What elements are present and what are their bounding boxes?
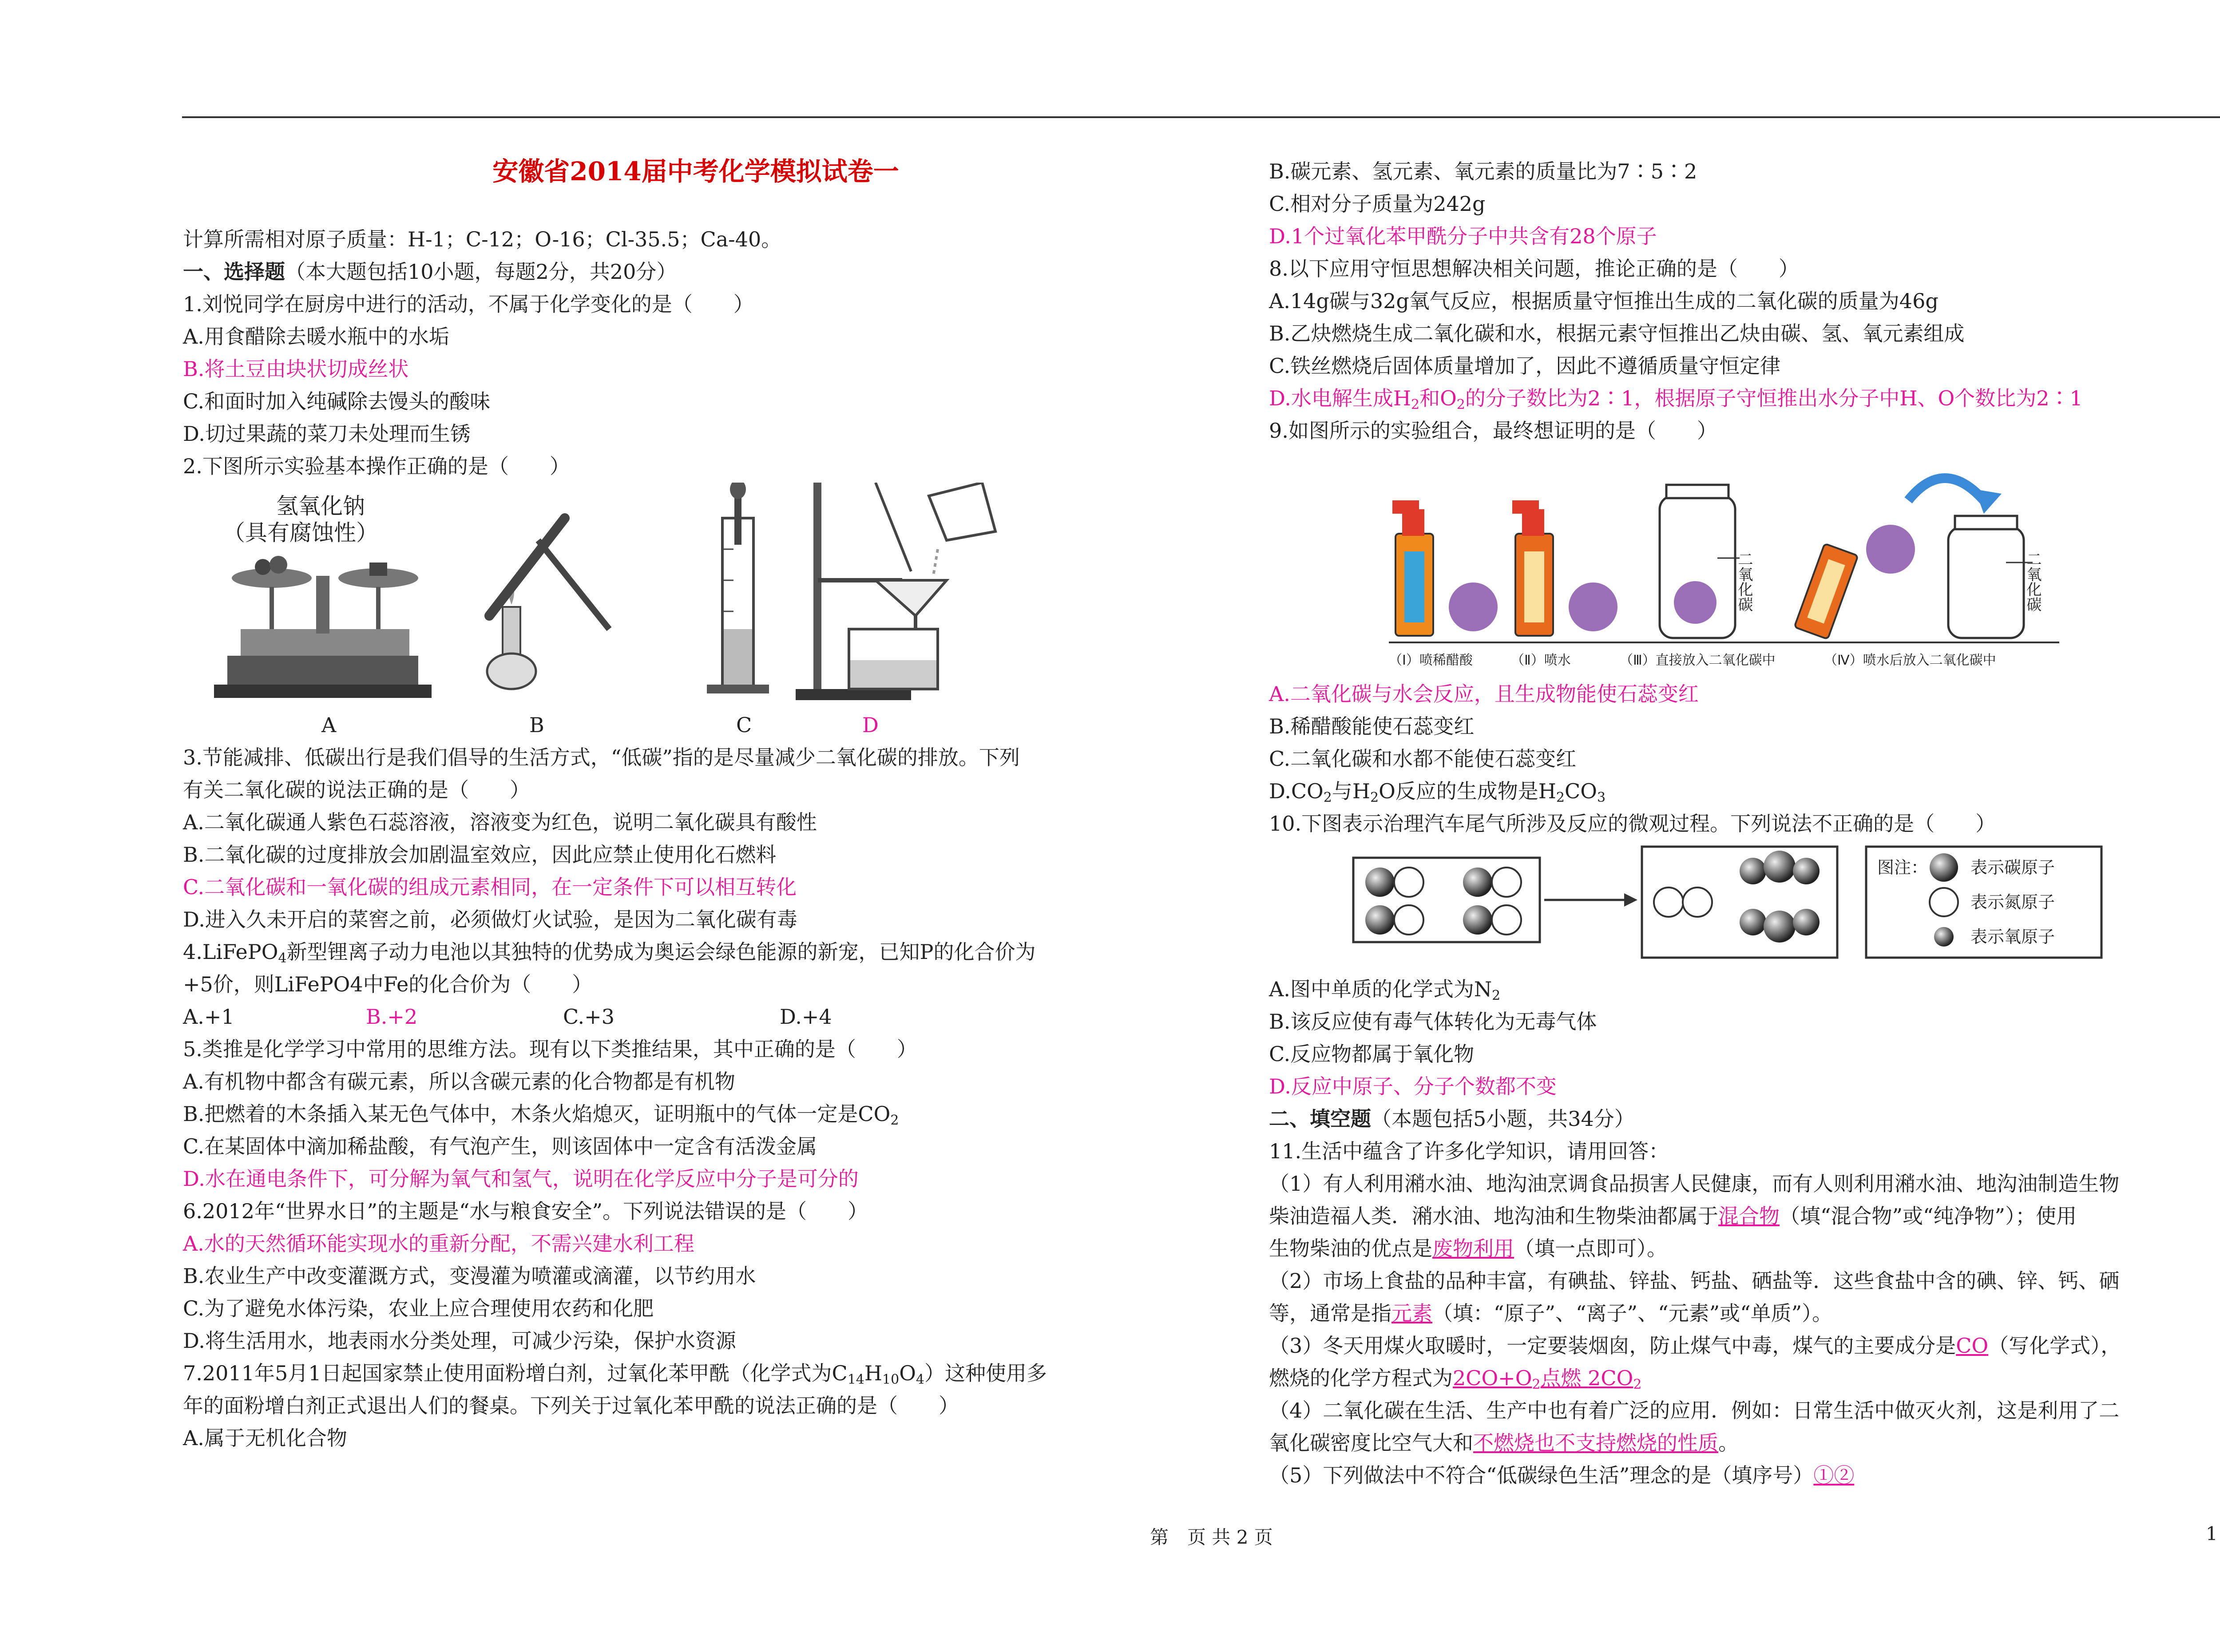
q5-option-c: C.在某固体中滴加稀盐酸，有气泡产生，则该固体中一定含有活泼金属 xyxy=(183,1134,817,1158)
legend-nitrogen: 表示氮原子 xyxy=(1970,892,2055,912)
q7-option-a: A.属于无机化合物 xyxy=(183,1426,347,1450)
page-title: 安徽省2014届中考化学模拟试卷一 xyxy=(492,156,899,186)
caption-2: （Ⅱ）喷水 xyxy=(1511,653,1571,668)
q9-option-d: $D.CO_2$与$H_2O$反应的生成物是$H_2CO_3$ xyxy=(1269,779,1606,805)
q11-part4-line1: （4）二氧化碳在生活、生产中也有着广泛的应用．例如：日常生活中做灭火剂，这是利用了二 xyxy=(1269,1398,2120,1422)
litmus-flower-experiment xyxy=(1269,447,2220,678)
header-rule xyxy=(182,116,2220,118)
q6-stem: 6.2012年“世界水日”的主题是“水与粮食安全”。下列说法错误的是（ ） xyxy=(183,1199,868,1223)
q11-part2-line2: 等，通常是指元素（填：“原子”、“离子”、“元素”或“单质”）。 xyxy=(1269,1301,1833,1325)
spray-bottle-icon xyxy=(1392,500,1433,636)
spray-bottle-icon xyxy=(1794,543,1858,639)
q1-option-a: A.用食醋除去暖水瓶中的水垢 xyxy=(183,325,449,349)
q6-option-a: A.水的天然循环能实现水的重新分配，不需兴建水利工程 xyxy=(183,1232,694,1256)
q4-option-a: A.+1 xyxy=(183,1005,234,1029)
q10-stem: 10.下图表示治理汽车尾气所涉及反应的微观过程。下列说法不正确的是（ ） xyxy=(1269,812,1996,836)
q8-option-d: D.水电解生成$H_2$和$O_2$的分子数比为2∶1，根据原子守恒推出水分子中H、O个数比为2∶1 xyxy=(1269,386,2083,412)
q11-part3-line1: （3）冬天用煤火取暖时，一定要装烟囱，防止煤气中毒，煤气的主要成分是CO（写化学式）， xyxy=(1269,1334,2121,1358)
page-count-text: 第 页 共 2 页 xyxy=(1150,1526,1273,1548)
answer-blank: 元素 xyxy=(1391,1301,1432,1325)
q8-option-c: C.铁丝燃烧后固体质量增加了，因此不遵循质量守恒定律 xyxy=(1269,354,1781,378)
section2-header: 二、填空题（本题包括5小题，共34分） xyxy=(1269,1107,1635,1131)
q4-option-d: D.+4 xyxy=(780,1005,832,1029)
left-column xyxy=(183,155,1151,1454)
transfer-arrow-icon xyxy=(1908,478,1984,500)
q11-part2-line1: （2）市场上食盐的品种丰富，有碘盐、锌盐、钙盐、硒盐等．这些食盐中含的碘、锌、钙、硒 xyxy=(1269,1269,2120,1293)
section1-header: 一、选择题（本大题包括10小题，每题2分，共20分） xyxy=(183,260,677,284)
caption-4: （Ⅳ）喷水后放入二氧化碳中 xyxy=(1824,653,1996,668)
q5-option-b: B.把燃着的木条插入某无色气体中，木条火焰熄灭，证明瓶中的气体一定是$CO_2$ xyxy=(183,1102,899,1128)
q3-stem-cont: 有关二氧化碳的说法正确的是（ ） xyxy=(183,778,530,802)
q7-option-c: C.相对分子质量为242g xyxy=(1269,192,1486,216)
naoh-label: 氢氧化钠 xyxy=(276,493,365,519)
q4-options xyxy=(183,1001,1151,1033)
q4-stem: 4.LiFePO$_4$新型锂离子动力电池以其独特的优势成为奥运会绿色能源的新宠，已知P的化合价为 xyxy=(183,940,1036,966)
legend-oxygen: 表示氧原子 xyxy=(1970,927,2055,947)
corrosive-label: （具有腐蚀性） xyxy=(223,520,378,546)
answer-blank: 混合物 xyxy=(1718,1204,1780,1228)
q3-option-c: C.二氧化碳和一氧化碳的组成元素相同，在一定条件下可以相互转化 xyxy=(183,875,797,899)
co2-jar-label: 二氧化碳 xyxy=(1735,551,1753,612)
gas-jar-icon xyxy=(1948,516,2033,638)
q10-option-d: D.反应中原子、分子个数都不变 xyxy=(1269,1074,1557,1098)
gas-jar-icon xyxy=(1660,485,1740,638)
q10-option-c: C.反应物都属于氧化物 xyxy=(1269,1042,1475,1066)
q1-option-c: C.和面时加入纯碱除去馒头的酸味 xyxy=(183,389,491,413)
legend-title: 图注： xyxy=(1877,858,1928,877)
q9-option-a: A.二氧化碳与水会反应，且生成物能使石蕊变红 xyxy=(1269,682,1699,706)
q7-stem-cont: 年的面粉增白剂正式退出人们的餐桌。下列关于过氧化苯甲酰的说法正确的是（ ） xyxy=(183,1394,959,1418)
q5-option-d: D.水在通电条件下，可分解为氧气和氢气，说明在化学反应中分子是可分的 xyxy=(183,1167,859,1191)
answer-blank: $2CO+O_2$点燃 $2CO_2$ xyxy=(1453,1366,1642,1392)
q2-label-d: D xyxy=(862,713,879,737)
filtration-apparatus xyxy=(796,483,995,700)
flower-icon xyxy=(1449,582,1498,631)
q11-part1-line3: 生物柴油的优点是废物利用（填一点即可）。 xyxy=(1269,1236,1667,1260)
q10-option-b: B.该反应使有毒气体转化为无毒气体 xyxy=(1269,1010,1597,1034)
q11-stem: 11.生活中蕴含了许多化学知识，请用回答： xyxy=(1269,1139,1669,1163)
answer-blank: 废物利用 xyxy=(1432,1236,1514,1260)
q10-option-a: A.图中单质的化学式为$N_2$ xyxy=(1269,977,1501,1003)
legend-carbon: 表示碳原子 xyxy=(1970,858,2055,877)
caption-3: （Ⅲ）直接放入二氧化碳中 xyxy=(1620,653,1776,668)
q11-part1-line2: 柴油造福人类．潲水油、地沟油和生物柴油都属于混合物（填“混合物”或“纯净物”）；使用 xyxy=(1269,1204,2077,1228)
caption-1: （Ⅰ）喷稀醋酸 xyxy=(1389,653,1473,668)
q3-option-d: D.进入久未开启的菜窖之前，必须做灯火试验，是因为二氧化碳有毒 xyxy=(183,907,797,931)
q4-option-c: C.+3 xyxy=(563,1005,614,1029)
page-number: 1 xyxy=(2206,1523,2218,1545)
q8-option-a: A.14g碳与32g氧气反应，根据质量守恒推出生成的二氧化碳的质量为46g xyxy=(1269,289,1939,313)
q6-option-d: D.将生活用水，地表雨水分类处理，可减少污染，保护水资源 xyxy=(183,1329,736,1353)
q2-figure xyxy=(183,483,1151,709)
q2-label-b: B xyxy=(529,713,544,737)
q1-option-d: D.切过果蔬的菜刀未处理而生锈 xyxy=(183,422,471,446)
q3-stem: 3.节能减排、低碳出行是我们倡导的生活方式，“低碳”指的是尽量减少二氧化碳的排放。下列 xyxy=(183,745,1020,769)
q7-option-b: B.碳元素、氢元素、氧元素的质量比为7∶5∶2 xyxy=(1269,159,1697,183)
q1-option-b: B.将土豆由块状切成丝状 xyxy=(183,357,409,381)
q3-option-a: A.二氧化碳通人紫色石蕊溶液，溶液变为红色，说明二氧化碳具有酸性 xyxy=(183,810,817,834)
exhaust-reaction-diagram xyxy=(1269,840,2220,973)
answer-blank: CO xyxy=(1956,1334,1989,1358)
q9-option-c: C.二氧化碳和水都不能使石蕊变红 xyxy=(1269,747,1577,771)
answer-blank: 不燃烧也不支持燃烧的性质 xyxy=(1473,1431,1718,1455)
flower-icon xyxy=(1866,525,1915,574)
answer-blank: ①② xyxy=(1813,1463,1855,1487)
q3-option-b: B.二氧化碳的过度排放会加剧温室效应，因此应禁止使用化石燃料 xyxy=(183,843,777,867)
q7-stem: 7.2011年5月1日起国家禁止使用面粉增白剂，过氧化苯甲酰（化学式为$C_{14}H_{10}O_4$）这种使用多 xyxy=(183,1361,1047,1387)
flower-icon xyxy=(1569,582,1617,631)
q4-option-b: B.+2 xyxy=(366,1005,418,1029)
measuring-cylinder xyxy=(707,483,769,693)
q10-figure xyxy=(1269,840,2220,973)
q1-stem: 1.刘悦同学在厨房中进行的活动，不属于化学变化的是（ ） xyxy=(183,292,754,316)
q5-stem: 5.类推是化学学习中常用的思维方法。现有以下类推结果，其中正确的是（ ） xyxy=(183,1037,917,1061)
test-tube-heating-apparatus xyxy=(487,518,609,689)
q8-stem: 8.以下应用守恒思想解决相关问题，推论正确的是（ ） xyxy=(1269,257,1799,281)
q4-stem-cont: +5价，则LiFePO4中Fe的化合价为（ ） xyxy=(183,972,593,996)
q6-option-c: C.为了避免水体污染，农业上应合理使用农药和化肥 xyxy=(183,1296,654,1320)
q8-option-b: B.乙炔燃烧生成二氧化碳和水，根据元素守恒推出乙炔由碳、氢、氧元素组成 xyxy=(1269,321,1965,345)
q11-part3-line2: 燃烧的化学方程式为$2CO+O_2$点燃 $2CO_2$ xyxy=(1269,1366,1642,1392)
q2-label-c: C xyxy=(736,713,752,737)
q11-part1-line1: （1）有人利用潲水油、地沟油烹调食品损害人民健康，而有人则利用潲水油、地沟油制造生物 xyxy=(1269,1172,2120,1196)
right-column xyxy=(1269,155,2220,1492)
q9-stem: 9.如图所示的实验组合，最终想证明的是（ ） xyxy=(1269,419,1717,443)
spray-bottle-icon xyxy=(1512,500,1553,636)
q5-option-a: A.有机物中都含有碳元素，所以含碳元素的化合物都是有机物 xyxy=(183,1070,735,1093)
q7-option-d: D.1个过氧化苯甲酰分子中共含有28个原子 xyxy=(1269,224,1657,248)
q6-option-b: B.农业生产中改变灌溉方式，变漫灌为喷灌或滴灌，以节约用水 xyxy=(183,1264,756,1288)
q11-part5: （5）下列做法中不符合“低碳绿色生活”理念的是（填序号）①② xyxy=(1269,1463,1855,1487)
balance-apparatus xyxy=(214,493,432,698)
atomic-masses: 计算所需相对原子质量：H-1；C-12；O-16；Cl-35.5；Ca-40。 xyxy=(183,227,782,251)
q11-part4-line2: 氧化碳密度比空气大和不燃烧也不支持燃烧的性质。 xyxy=(1269,1431,1739,1455)
q2-stem: 2.下图所示实验基本操作正确的是（ ） xyxy=(183,454,570,478)
q9-option-b: B.稀醋酸能使石蕊变红 xyxy=(1269,714,1475,738)
q2-option-labels xyxy=(183,709,1151,741)
q2-label-a: A xyxy=(321,713,337,737)
lab-operations-illustration xyxy=(183,483,1151,709)
q9-figure xyxy=(1269,447,2220,678)
co2-jar-label-2: 二氧化碳 xyxy=(2024,551,2042,612)
